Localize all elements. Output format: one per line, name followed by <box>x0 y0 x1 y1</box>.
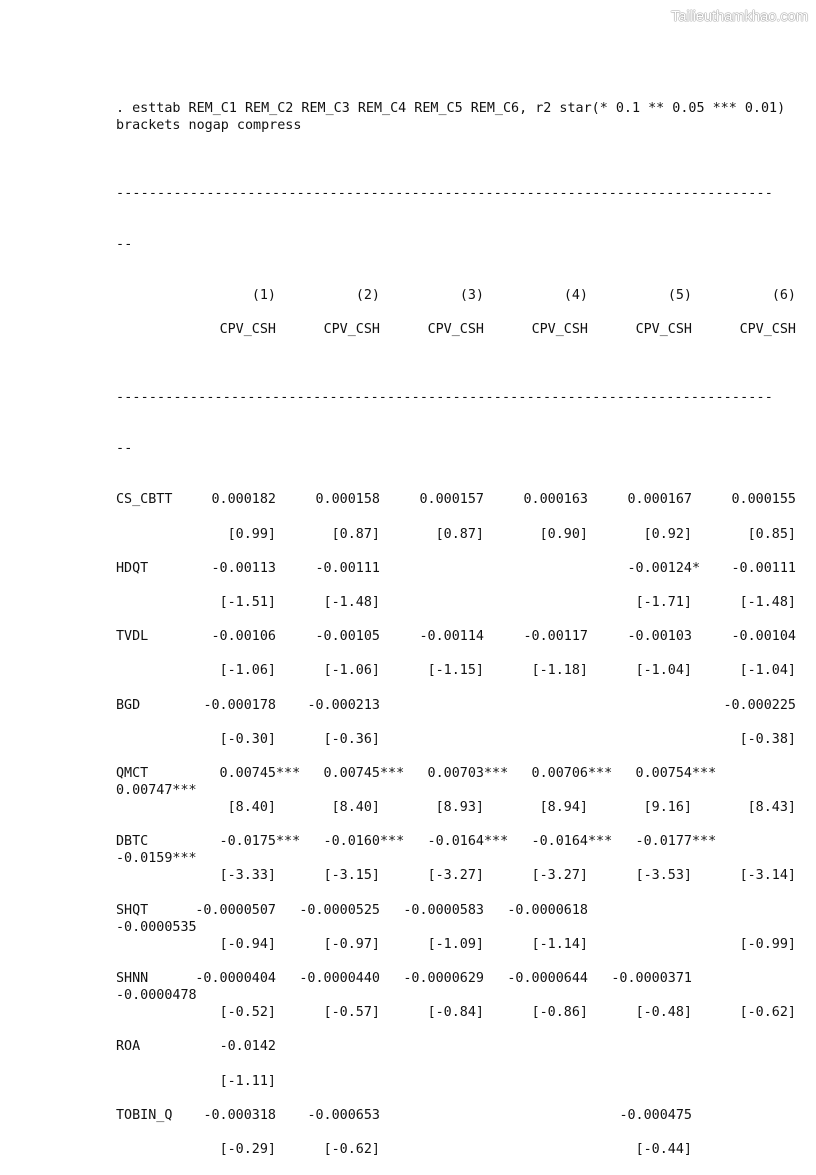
coef-row <box>116 833 806 867</box>
header-depvar: CPV_CSH <box>323 322 380 338</box>
t-statistic: [-1.11] <box>219 1073 276 1089</box>
coefficient: -0.000653 <box>307 1107 380 1123</box>
t-statistic: [-1.06] <box>323 663 380 679</box>
wrapped-coefficient: -0.0000535 <box>116 919 197 935</box>
header-depvar-row <box>116 321 806 355</box>
coefficient-value: 0.00703*** <box>427 765 509 781</box>
t-statistic: [9.16] <box>643 800 692 816</box>
coefficient: -0.0000629 <box>403 971 484 986</box>
coef-row <box>116 765 806 799</box>
t-statistic: [-0.29] <box>219 1141 276 1157</box>
variable-name: BGD <box>116 697 141 713</box>
coefficient: 0.000167 <box>627 492 692 508</box>
t-statistic: [-0.84] <box>427 1005 484 1021</box>
separator-mid <box>116 355 806 491</box>
variable-name: TVDL <box>116 629 149 645</box>
coefficient-value: -0.00124* <box>627 560 701 576</box>
wrapped-coefficient: 0.00747*** <box>116 782 197 798</box>
coefficient <box>532 765 613 782</box>
header-number: (3) <box>459 288 484 303</box>
t-statistic: [0.85] <box>747 526 796 542</box>
t-statistic: [-3.14] <box>739 868 796 884</box>
variable-name: SHQT <box>116 902 149 918</box>
variable-name: DBTC <box>116 834 149 850</box>
t-statistic: [-1.09] <box>427 936 484 952</box>
coefficient: -0.0000404 <box>195 971 276 986</box>
t-statistic: [-1.04] <box>739 663 796 679</box>
t-statistic: [0.87] <box>435 526 484 542</box>
header-depvar: CPV_CSH <box>531 322 588 338</box>
t-statistic: [8.43] <box>747 800 796 816</box>
t-stat-row <box>116 936 806 970</box>
coef-row <box>116 902 806 936</box>
t-stat-row <box>116 1004 806 1038</box>
t-statistic: [8.93] <box>435 800 484 816</box>
coefficient <box>324 765 405 782</box>
coefficient: -0.0000583 <box>403 902 484 918</box>
t-statistic: [0.99] <box>227 526 276 542</box>
coefficient: -0.0000525 <box>299 902 380 918</box>
coefficient-value: -0.0177*** <box>635 834 717 850</box>
coefficient: -0.00105 <box>315 629 380 645</box>
coefficient-value: 0.00706*** <box>531 765 613 781</box>
coef-row <box>116 491 806 525</box>
coef-row <box>116 697 806 731</box>
header-depvar: CPV_CSH <box>219 322 276 338</box>
regression-table-body <box>116 491 806 1175</box>
coef-row <box>116 1038 806 1072</box>
coefficient: -0.0000644 <box>507 971 588 986</box>
coefficient: -0.0000507 <box>195 902 276 918</box>
t-statistic: [-1.51] <box>219 594 276 610</box>
t-stat-row <box>116 1141 806 1175</box>
coefficient-value: -0.0175*** <box>219 834 301 850</box>
t-statistic: [-0.30] <box>219 731 276 747</box>
header-depvar: CPV_CSH <box>739 322 796 338</box>
coefficient: 0.000163 <box>523 492 588 508</box>
coefficient: -0.0000618 <box>507 902 588 918</box>
header-depvar: CPV_CSH <box>427 322 484 338</box>
t-statistic: [-3.53] <box>635 868 692 884</box>
t-statistic: [-0.48] <box>635 1005 692 1021</box>
coefficient-value: -0.0164*** <box>531 834 613 850</box>
coefficient <box>220 765 301 782</box>
t-statistic: [-0.99] <box>739 936 796 952</box>
command-line-1: . esttab REM_C1 REM_C2 REM_C3 REM_C4 REM_C5 REM_C6, r2 star(* 0.1 ** 0.05 *** 0.01) <box>116 101 786 116</box>
t-statistic: [0.90] <box>539 526 588 542</box>
t-statistic: [-3.27] <box>531 868 588 884</box>
header-number: (4) <box>563 288 588 303</box>
coefficient: -0.00106 <box>211 629 276 645</box>
wrapped-coefficient: -0.0000478 <box>116 988 197 1003</box>
coefficient: -0.00117 <box>523 629 588 645</box>
coefficient: -0.0142 <box>219 1039 276 1055</box>
coef-row <box>116 560 806 594</box>
t-statistic: [-0.86] <box>531 1005 588 1021</box>
t-stat-row <box>116 867 806 901</box>
t-stat-row <box>116 594 806 628</box>
header-number: (5) <box>667 288 692 303</box>
variable-name: TOBIN_Q <box>116 1107 173 1123</box>
header-numbers-row <box>116 287 806 321</box>
coefficient <box>636 833 717 850</box>
coef-row <box>116 628 806 662</box>
coefficient: -0.0000371 <box>611 971 692 986</box>
t-statistic: [-3.33] <box>219 868 276 884</box>
separator-dashes: -------------------------------------------------------------------------------- <box>116 390 773 406</box>
coefficient-value: -0.0164*** <box>427 834 509 850</box>
t-stat-row <box>116 662 806 696</box>
coefficient: 0.000182 <box>211 492 276 508</box>
separator-tail: -- <box>116 441 133 457</box>
coefficient: 0.000157 <box>419 492 484 508</box>
coefficient: -0.00104 <box>731 629 796 645</box>
coefficient: -0.000178 <box>203 697 276 713</box>
t-statistic: [-0.57] <box>323 1005 380 1021</box>
variable-name: SHNN <box>116 971 149 986</box>
coefficient <box>428 833 509 850</box>
coefficient: -0.000213 <box>307 697 380 713</box>
coefficient: -0.00111 <box>315 560 380 576</box>
t-statistic: [-1.71] <box>635 594 692 610</box>
coefficient-value: 0.00745*** <box>219 765 301 781</box>
t-statistic: [-3.15] <box>323 868 380 884</box>
t-statistic: [-1.06] <box>219 663 276 679</box>
variable-name: ROA <box>116 1039 141 1055</box>
coef-row <box>116 1107 806 1141</box>
separator-top <box>116 151 806 287</box>
t-stat-row <box>116 731 806 765</box>
t-statistic: [-1.14] <box>531 936 588 952</box>
coefficient: -0.000475 <box>619 1107 692 1123</box>
t-statistic: [-3.27] <box>427 868 484 884</box>
coefficient: -0.00103 <box>627 629 692 645</box>
t-statistic: [-1.48] <box>739 594 796 610</box>
coefficient <box>532 833 613 850</box>
stata-output <box>116 100 806 1175</box>
coefficient <box>628 560 701 577</box>
watermark: Tailieuthamkhao.com <box>670 8 808 25</box>
separator-dashes: -------------------------------------------------------------------------------- <box>116 186 773 201</box>
t-statistic: [8.94] <box>539 800 588 816</box>
coefficient: 0.000158 <box>315 492 380 508</box>
t-stat-row <box>116 799 806 833</box>
separator-tail: -- <box>116 237 133 252</box>
t-statistic: [8.40] <box>331 800 380 816</box>
variable-name: CS_CBTT <box>116 492 173 508</box>
t-statistic: [-1.18] <box>531 663 588 679</box>
t-statistic: [-0.97] <box>323 936 380 952</box>
variable-name: QMCT <box>116 765 149 781</box>
t-statistic: [-1.04] <box>635 663 692 679</box>
coefficient <box>220 833 301 850</box>
t-statistic: [8.40] <box>227 800 276 816</box>
wrapped-coefficient: -0.0159*** <box>116 851 197 867</box>
t-statistic: [-0.62] <box>323 1141 380 1157</box>
header-depvar: CPV_CSH <box>635 322 692 338</box>
t-statistic: [0.92] <box>643 526 692 542</box>
header-number: (2) <box>355 288 380 303</box>
coefficient: -0.00111 <box>731 560 796 576</box>
t-statistic: [-0.52] <box>219 1005 276 1021</box>
coef-row <box>116 970 806 1004</box>
command-line-2: brackets nogap compress <box>116 118 302 133</box>
coefficient <box>324 833 405 850</box>
t-statistic: [-0.44] <box>635 1141 692 1157</box>
coefficient: -0.00114 <box>419 629 484 645</box>
t-statistic: [-0.38] <box>739 731 796 747</box>
coefficient <box>636 765 717 782</box>
coefficient <box>428 765 509 782</box>
coefficient: 0.000155 <box>731 492 796 508</box>
t-statistic: [-1.15] <box>427 663 484 679</box>
t-statistic: [0.87] <box>331 526 380 542</box>
t-statistic: [-0.94] <box>219 936 276 952</box>
coefficient-value: 0.00745*** <box>323 765 405 781</box>
t-statistic: [-0.62] <box>739 1005 796 1021</box>
t-statistic: [-0.36] <box>323 731 380 747</box>
t-statistic: [-1.48] <box>323 594 380 610</box>
coefficient: -0.0000440 <box>299 971 380 986</box>
variable-name: HDQT <box>116 560 149 576</box>
coefficient-value: -0.0160*** <box>323 834 405 850</box>
t-stat-row <box>116 526 806 560</box>
coefficient: -0.000318 <box>203 1107 276 1123</box>
coefficient: -0.00113 <box>211 560 276 576</box>
header-number: (6) <box>771 288 796 303</box>
coefficient: -0.000225 <box>723 697 796 713</box>
header-number: (1) <box>251 288 276 303</box>
coefficient-value: 0.00754*** <box>635 765 717 781</box>
t-stat-row <box>116 1073 806 1107</box>
